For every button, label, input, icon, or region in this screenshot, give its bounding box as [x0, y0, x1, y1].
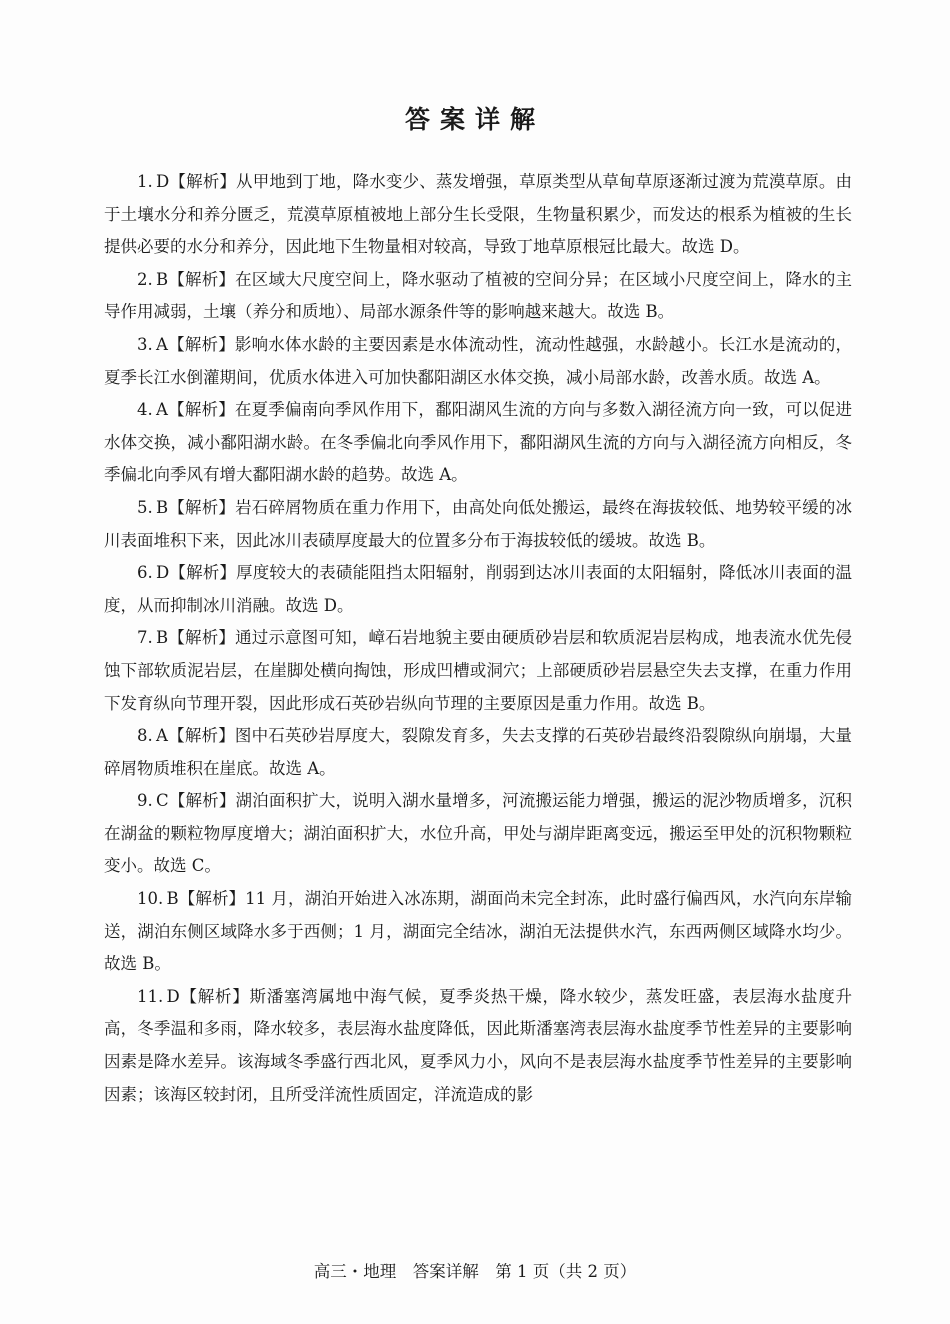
- answer-item: [104, 622, 852, 720]
- question-number: 7.: [137, 628, 153, 648]
- answer-letter: A: [156, 726, 168, 746]
- analysis-text: 斯潘塞湾属地中海气候，夏季炎热干燥，降水较少，蒸发旺盛，表层海水盐度升高，冬季温和多雨，降水较多，表层海水盐度降低，因此斯潘塞湾表层海水盐度季节性差异的主要影响因素是降水差异。该海域冬季盛行西北风，夏季风力小，风向不是表层海水盐度季节性差异的主要影响因素；该海区较封闭，且所受洋流性质固定，洋流造成的影: [104, 986, 853, 1104]
- analysis-text: 从甲地到丁地，降水变少、蒸发增强，草原类型从草甸草原逐渐过渡为荒漠草原。由于土壤水分和养分匮乏，荒漠草原植被地上部分生长受限，生物量积累少，而发达的根系为植被的生长提供必要的水分和养分，因此地下生物量相对较高，导致丁地草原根冠比最大。故选 D。: [104, 172, 853, 257]
- question-number: 8.: [137, 726, 153, 746]
- analysis-text: 通过示意图可知，嶂石岩地貌主要由硬质砂岩层和软质泥岩层构成，地表流水优先侵蚀下部软质泥岩层，在崖脚处横向掏蚀，形成凹槽或洞穴；上部硬质砂岩层悬空失去支撑，在重力作用下发育纵向节理开裂，因此形成石英砂岩纵向节理的主要原因是重力作用。故选 B。: [104, 628, 853, 713]
- analysis-text: 岩石碎屑物质在重力作用下，由高处向低处搬运，最终在海拔较低、地势较平缓的冰川表面堆积下来，因此冰川表碛厚度最大的位置多分布于海拔较低的缓坡。故选 B。: [104, 497, 853, 550]
- answer-letter: D: [156, 563, 170, 583]
- question-number: 2.: [137, 269, 153, 289]
- analysis-tag: 【解析】: [168, 497, 236, 517]
- answer-letter: A: [156, 400, 168, 420]
- answer-letter: A: [156, 334, 168, 354]
- answer-item: [104, 785, 852, 883]
- analysis-tag: 【解析】: [167, 726, 235, 746]
- page-footer: 高三・地理 答案详解 第 1 页（共 2 页）: [313, 1262, 637, 1281]
- answer-item: [104, 329, 852, 394]
- answer-item: [104, 557, 852, 622]
- analysis-tag: 【解析】: [179, 986, 250, 1006]
- answer-list: [104, 166, 852, 1111]
- page-title: 答案详解: [404, 105, 545, 134]
- question-number: 5.: [137, 497, 153, 517]
- answer-letter: B: [156, 628, 169, 648]
- question-number: 9.: [137, 791, 153, 811]
- question-number: 1.: [137, 172, 153, 191]
- question-number: 11.: [137, 986, 164, 1006]
- analysis-tag: 【解析】: [167, 400, 235, 420]
- analysis-text: 11 月，湖泊开始进入冰冻期，湖面尚未完全封冻，此时盛行偏西风，水汽向东岸输送，湖泊东侧区域降水多于西侧；1 月，湖面完全结冰，湖泊无法提供水汽，东西两侧区域降水均少。故选 B。: [104, 889, 852, 974]
- answer-item: [104, 166, 852, 264]
- question-number: 10.: [137, 889, 164, 909]
- answer-letter: B: [156, 269, 169, 289]
- answer-item: [104, 981, 852, 1111]
- answer-item: [104, 394, 852, 492]
- question-number: 6.: [137, 563, 153, 583]
- analysis-text: 厚度较大的表碛能阻挡太阳辐射，削弱到达冰川表面的太阳辐射，降低冰川表面的温度，从而抑制冰川消融。故选 D。: [104, 563, 853, 615]
- answer-letter: D: [156, 172, 170, 191]
- analysis-text: 湖泊面积扩大，说明入湖水量增多，河流搬运能力增强，搬运的泥沙物质增多，沉积在湖盆的颗粒物厚度增大；湖泊面积扩大，水位升高，甲处与湖岸距离变远，搬运至甲处的沉积物颗粒变小。故选 C。: [104, 791, 853, 876]
- question-number: 4.: [137, 400, 153, 420]
- analysis-tag: 【解析】: [167, 334, 235, 354]
- analysis-text: 影响水体水龄的主要因素是水体流动性，流动性越强，水龄越小。长江水是流动的，夏季长江水倒灌期间，优质水体进入可加快鄱阳湖区水体交换，减小局部水龄，改善水质。故选 A。: [104, 334, 853, 387]
- analysis-text: 在区域大尺度空间上，降水驱动了植被的空间分异；在区域小尺度空间上，降水的主导作用减弱，土壤（养分和质地）、局部水源条件等的影响越来越大。故选 B。: [104, 269, 853, 322]
- answer-letter: B: [156, 497, 169, 517]
- question-number: 3.: [137, 334, 153, 354]
- analysis-tag: 【解析】: [168, 269, 236, 289]
- analysis-text: 在夏季偏南向季风作用下，鄱阳湖风生流的方向与多数入湖径流方向一致，可以促进水体交换，减小鄱阳湖水龄。在冬季偏北向季风作用下，鄱阳湖风生流的方向与入湖径流方向相反，冬季偏北向季风有增大鄱阳湖水龄的趋势。故选 A。: [104, 400, 853, 485]
- answer-item: [104, 492, 852, 557]
- analysis-tag: 【解析】: [169, 563, 237, 583]
- answer-letter: B: [166, 889, 179, 909]
- analysis-text: 图中石英砂岩厚度大，裂隙发育多，失去支撑的石英砂岩最终沿裂隙纵向崩塌，大量碎屑物质堆积在崖底。故选 A。: [104, 726, 853, 778]
- analysis-tag: 【解析】: [169, 172, 237, 191]
- analysis-tag: 【解析】: [168, 791, 236, 811]
- analysis-tag: 【解析】: [168, 628, 236, 648]
- answer-letter: D: [166, 986, 180, 1006]
- answer-item: [104, 883, 852, 981]
- answer-letter: C: [156, 791, 169, 811]
- answer-item: [104, 264, 852, 329]
- answer-item: [104, 720, 852, 785]
- analysis-tag: 【解析】: [178, 889, 246, 909]
